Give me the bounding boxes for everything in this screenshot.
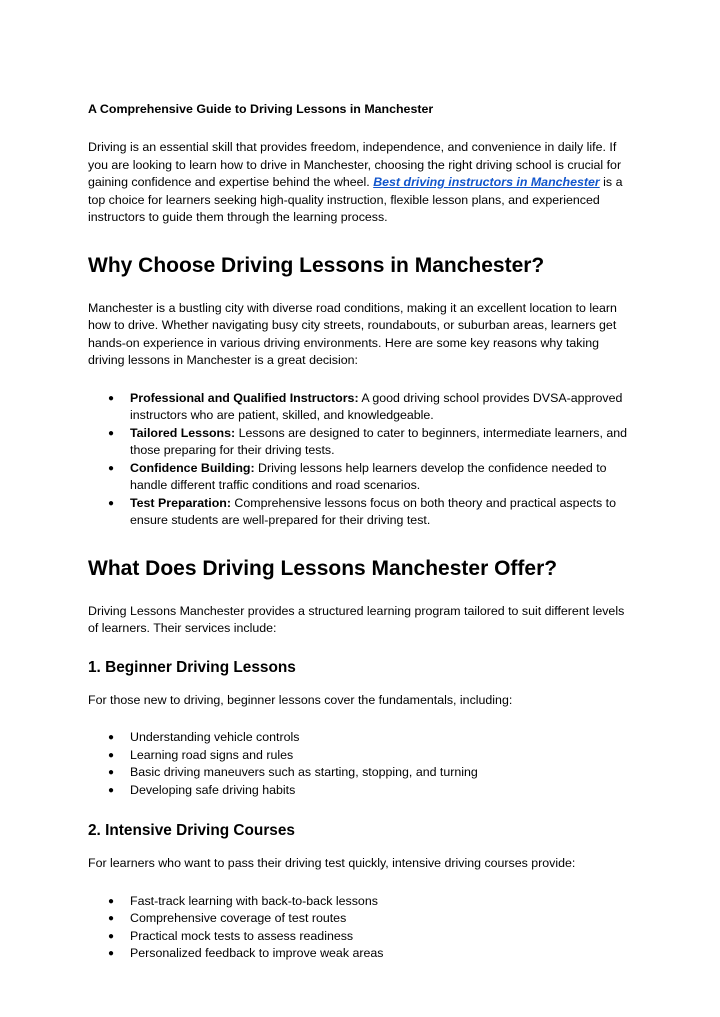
bullet-icon: ● (108, 767, 115, 778)
bullet-icon: ● (108, 930, 115, 942)
list-item-text: Fast-track learning with back-to-back lessons (130, 893, 378, 908)
why-choose-heading: Why Choose Driving Lessons in Manchester? (88, 253, 545, 277)
list-item-text: Lessons are designed to cater to beginners, intermediate learners, and those preparing for their driving tests. (130, 425, 628, 457)
list-item (108, 390, 632, 425)
document-title: A Comprehensive Guide to Driving Lessons in Manchester (88, 102, 434, 116)
list-item (108, 729, 632, 747)
list-item-text: Developing safe driving habits (130, 782, 296, 797)
list-item-bold: Confidence Building: (130, 460, 255, 475)
list-item (108, 495, 632, 530)
list-item-text: Practical mock tests to assess readiness (130, 928, 354, 943)
bullet-icon: ● (108, 784, 115, 796)
list-item-bold: Professional and Qualified Instructors: (130, 390, 359, 405)
bullet-icon: ● (108, 895, 115, 907)
list-item (108, 782, 632, 800)
list-item-text: Understanding vehicle controls (130, 730, 300, 744)
list-item (108, 747, 632, 765)
list-item (108, 928, 632, 946)
beginner-lessons-paragraph: For those new to driving, beginner lessons cover the fundamentals, including: (88, 692, 513, 707)
list-item-text: Learning road signs and rules (130, 747, 294, 762)
intro-paragraph (88, 139, 632, 227)
bullet-icon: ● (108, 462, 115, 474)
bullet-icon: ● (108, 913, 115, 924)
intensive-list (88, 893, 632, 963)
best-instructors-link[interactable]: Best driving instructors in Manchester (373, 175, 600, 189)
list-item (108, 425, 632, 460)
list-item (108, 893, 632, 911)
beginner-lessons-heading: 1. Beginner Driving Lessons (88, 658, 296, 676)
bullet-icon: ● (108, 497, 115, 509)
intro-text-after: is a top choice for learners seeking high-quality instruction, flexible lesson plans, and experienced instructors to guide them through the learning process. (88, 175, 623, 224)
list-item (108, 945, 632, 963)
what-offer-paragraph: Driving Lessons Manchester provides a structured learning program tailored to suit different levels of learners. Their services include: (88, 603, 625, 635)
bullet-icon: ● (108, 392, 115, 404)
list-item-text: A good driving school provides DVSA-approved instructors who are patient, skilled, and knowledgeable. (130, 390, 623, 422)
list-item (108, 764, 632, 782)
reasons-list (88, 390, 632, 530)
list-item-text: Basic driving maneuvers such as starting, stopping, and turning (130, 765, 478, 779)
intro-text-before: Driving is an essential skill that provides freedom, independence, and convenience in daily life. If you are looking to learn how to drive in Manchester, choosing the right driving school is crucial for gaining confidence and expertise behind the wheel. (88, 140, 622, 189)
list-item (108, 460, 632, 495)
bullet-icon: ● (108, 732, 115, 743)
intensive-courses-heading: 2. Intensive Driving Courses (88, 822, 295, 839)
list-item (108, 910, 632, 928)
bullet-icon: ● (108, 948, 115, 959)
intensive-courses-paragraph: For learners who want to pass their driving test quickly, intensive driving courses provide: (88, 856, 576, 870)
list-item-text: Comprehensive coverage of test routes (130, 911, 347, 925)
why-choose-paragraph: Manchester is a bustling city with diverse road conditions, making it an excellent location to learn how to drive. Whether navigating busy city streets, roundabouts, or suburban areas, learners get hands-on experience in various driving environments. Here are some key reasons why taking driving lessons in Manchester is a great decision: (88, 300, 617, 367)
beginner-list (88, 729, 632, 799)
list-item-text: Personalized feedback to improve weak areas (130, 946, 384, 960)
list-item-text: Comprehensive lessons focus on both theory and practical aspects to ensure students are well-prepared for their driving test. (130, 495, 616, 527)
what-offer-heading: What Does Driving Lessons Manchester Offer? (88, 556, 558, 580)
list-item-bold: Tailored Lessons: (130, 425, 236, 440)
bullet-icon: ● (108, 749, 115, 761)
list-item-bold: Test Preparation: (130, 495, 231, 510)
bullet-icon: ● (108, 427, 115, 439)
list-item-text: Driving lessons help learners develop the confidence needed to handle different traffic conditions and road scenarios. (130, 460, 607, 492)
